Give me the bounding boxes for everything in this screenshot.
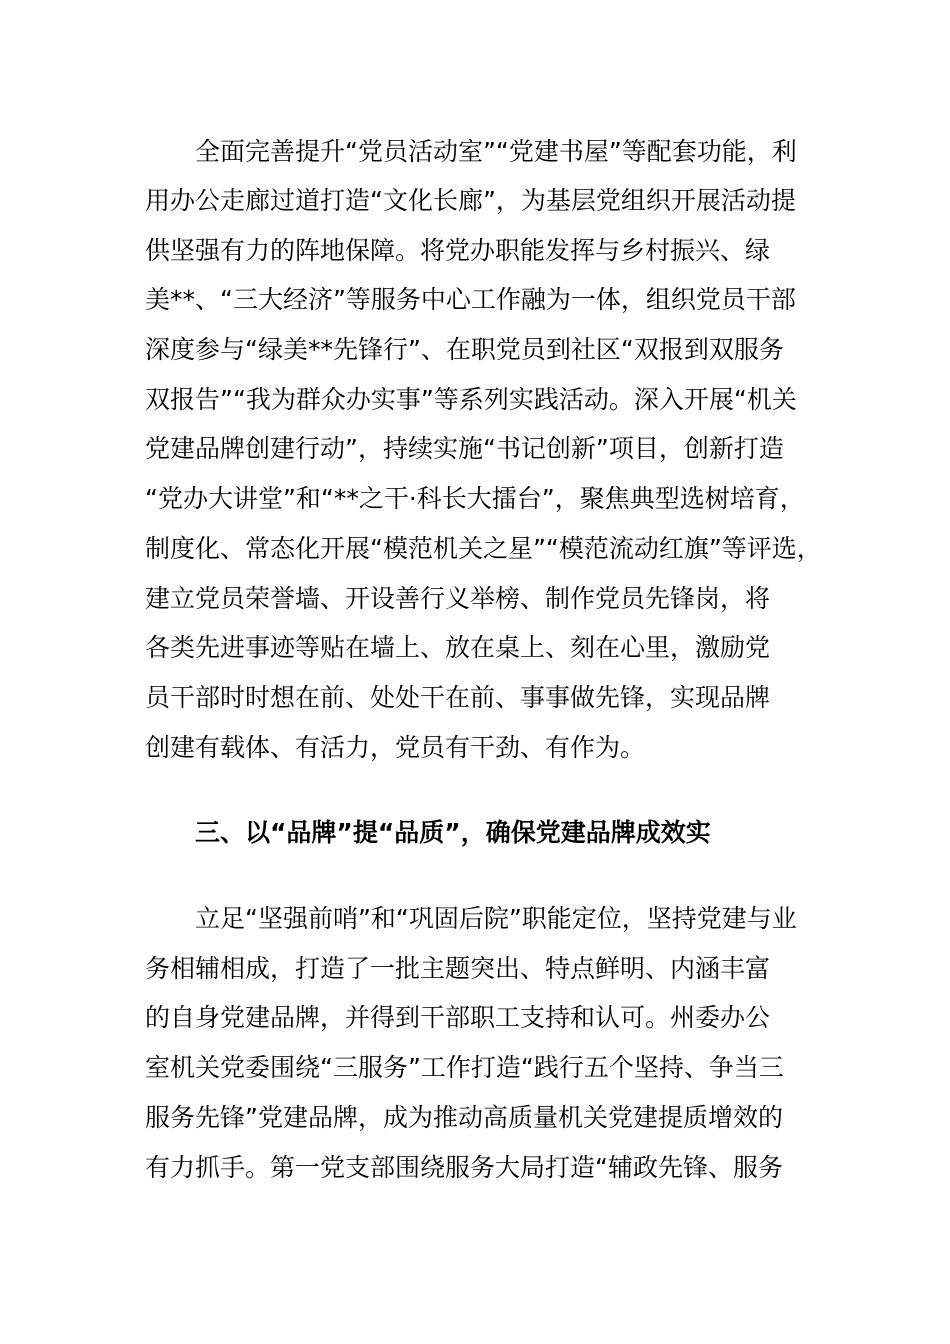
paragraph-1-line-9: 制度化、常态化开展“模范机关之星”“模范流动红旗”等评选， <box>145 534 822 563</box>
paragraph-1-line-8: “党办大讲堂”和“**之干·科长大擂台”，聚焦典型选树培育， <box>145 484 805 513</box>
paragraph-1-line-5: 深度参与“绿美**先锋行”、在职党员到社区“双报到双服务 <box>145 335 784 364</box>
paragraph-1-line-6: 双报告”“我为群众办实事”等系列实践活动。深入开展“机关 <box>145 385 797 414</box>
paragraph-2-line-2: 务相辅相成，打造了一批主题突出、特点鲜明、内涵丰富 <box>145 954 771 983</box>
paragraph-1-line-2: 用办公走廊过道打造“文化长廊”，为基层党组织开展活动提 <box>145 186 796 215</box>
paragraph-2-line-1: 立足“坚强前哨”和“巩固后院”职能定位，坚持党建与业 <box>195 904 797 933</box>
paragraph-1-line-7: 党建品牌创建行动”，持续实施“书记创新”项目，创新打造 <box>145 434 784 463</box>
paragraph-2-line-4: 室机关党委围绕“三服务”工作打造“践行五个坚持、争当三 <box>145 1053 784 1082</box>
paragraph-2-line-5: 服务先锋”党建品牌，成为推动高质量机关党建提质增效的 <box>145 1103 783 1132</box>
paragraph-1-line-13: 创建有载体、有活力，党员有干劲、有作为。 <box>145 733 646 762</box>
paragraph-2-line-3: 的自身党建品牌，并得到干部职工支持和认可。州委办公 <box>145 1003 771 1032</box>
paragraph-1-line-10: 建立党员荣誉墙、开设善行义举榜、制作党员先锋岗，将 <box>145 584 771 613</box>
paragraph-2-line-6: 有力抓手。第一党支部围绕服务大局打造“辅政先锋、服务 <box>145 1153 783 1182</box>
paragraph-1-line-1: 全面完善提升“党员活动室”“党建书屋”等配套功能，利 <box>195 137 797 166</box>
section-heading: 三、以“品牌”提“品质”，确保党建品牌成效实 <box>195 818 711 847</box>
paragraph-1-line-3: 供坚强有力的阵地保障。将党办职能发挥与乡村振兴、绿 <box>145 236 771 265</box>
paragraph-1-line-11: 各类先进事迹等贴在墙上、放在桌上、刻在心里，激励党 <box>145 633 771 662</box>
paragraph-1-line-12: 员干部时时想在前、处处干在前、事事做先锋，实现品牌 <box>145 683 771 712</box>
paragraph-1-line-4: 美**、“三大经济”等服务中心工作融为一体，组织党员干部 <box>145 285 796 314</box>
